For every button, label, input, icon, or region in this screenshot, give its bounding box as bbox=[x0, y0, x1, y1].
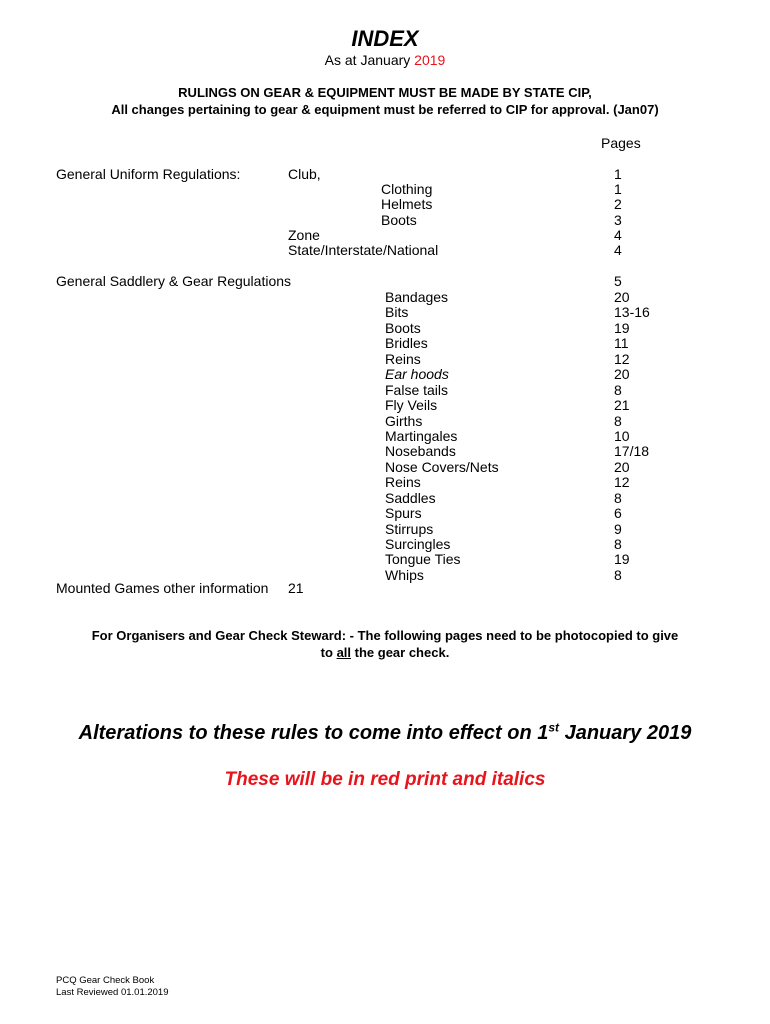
footer-review-date: Last Reviewed 01.01.2019 bbox=[56, 987, 169, 998]
club-item-page-1: 2 bbox=[614, 196, 622, 213]
pages-column-header: Pages bbox=[601, 135, 641, 151]
photocopy-note bbox=[40, 627, 730, 661]
uniform-club-items bbox=[381, 182, 432, 228]
saddlery-item-label-14: Spurs bbox=[385, 505, 422, 522]
saddlery-item-label-13: Saddles bbox=[385, 489, 436, 506]
uniform-club-page: 1 bbox=[614, 166, 622, 182]
saddlery-item-label-4: Reins bbox=[385, 350, 421, 367]
saddlery-item-label-1: Bits bbox=[385, 304, 409, 321]
as-at-prefix: As at January bbox=[324, 52, 415, 68]
saddlery-item-label-18: Whips bbox=[385, 566, 424, 583]
saddlery-item-page-1: 13-16 bbox=[614, 304, 650, 321]
saddlery-item-page-18: 8 bbox=[614, 566, 622, 583]
saddlery-item-page-12: 12 bbox=[614, 474, 630, 491]
saddlery-item-label-17: Tongue Ties bbox=[385, 551, 461, 568]
uniform-club-label: Club, bbox=[288, 166, 321, 182]
rulings-line-1: RULINGS ON GEAR & EQUIPMENT MUST BE MADE BY STATE CIP, bbox=[178, 85, 592, 100]
saddlery-item-label-5: Ear hoods bbox=[385, 366, 449, 383]
saddlery-item-page-9: 10 bbox=[614, 427, 630, 444]
saddlery-item-label-11: Nose Covers/Nets bbox=[385, 458, 499, 475]
saddlery-item-label-6: False tails bbox=[385, 381, 449, 398]
saddlery-item-label-9: Martingales bbox=[385, 427, 458, 444]
as-at-year: 2019 bbox=[414, 52, 446, 68]
photocopy-note-line-2 bbox=[40, 644, 730, 661]
club-item-label-2: Boots bbox=[381, 211, 417, 228]
saddlery-item-page-5: 20 bbox=[614, 366, 630, 383]
club-item-page-2: 3 bbox=[614, 211, 622, 228]
page-title: INDEX bbox=[351, 26, 419, 51]
saddlery-item-page-13: 8 bbox=[614, 489, 622, 506]
saddlery-section-label: General Saddlery & Gear Regulations bbox=[56, 273, 292, 289]
club-item-label-1: Helmets bbox=[381, 196, 433, 213]
saddlery-item-page-7: 21 bbox=[614, 397, 630, 414]
saddlery-section-page: 5 bbox=[614, 273, 622, 289]
saddlery-items bbox=[385, 290, 499, 583]
photocopy-note-line-1: For Organisers and Gear Check Steward: - The following pages need to be photocopied to give bbox=[91, 628, 679, 643]
saddlery-item-label-8: Girths bbox=[385, 412, 423, 429]
rulings-notice bbox=[0, 84, 770, 118]
alterations-superscript: st bbox=[548, 720, 560, 735]
red-print-notice: These will be in red print and italics bbox=[224, 769, 546, 790]
note-prefix: to bbox=[320, 645, 337, 660]
saddlery-item-label-7: Fly Veils bbox=[385, 397, 438, 414]
saddlery-item-label-12: Reins bbox=[385, 474, 421, 491]
saddlery-item-page-11: 20 bbox=[614, 458, 630, 475]
saddlery-item-label-16: Surcingles bbox=[385, 536, 451, 552]
saddlery-item-label-2: Boots bbox=[385, 319, 421, 336]
club-item-page-0: 1 bbox=[614, 181, 622, 197]
mounted-games-page: 21 bbox=[288, 580, 304, 596]
alterations-suffix: January 2019 bbox=[559, 722, 692, 744]
footer-book-title: PCQ Gear Check Book bbox=[56, 975, 155, 986]
saddlery-item-page-6: 8 bbox=[614, 381, 622, 398]
saddlery-item-page-2: 19 bbox=[614, 319, 630, 336]
uniform-state-page: 4 bbox=[614, 242, 622, 258]
saddlery-item-page-8: 8 bbox=[614, 412, 622, 429]
rulings-line-2: All changes pertaining to gear & equipment must be referred to CIP for approval. (Jan07) bbox=[111, 102, 659, 117]
saddlery-item-page-15: 9 bbox=[614, 520, 622, 537]
saddlery-item-label-15: Stirrups bbox=[385, 520, 434, 537]
alterations-prefix: Alterations to these rules to come into effect on 1 bbox=[78, 722, 549, 744]
saddlery-item-page-14: 6 bbox=[614, 505, 622, 522]
uniform-state-label: State/Interstate/National bbox=[288, 242, 439, 258]
note-suffix: the gear check. bbox=[351, 645, 450, 660]
saddlery-pages bbox=[614, 290, 650, 583]
saddlery-item-page-16: 8 bbox=[614, 536, 622, 552]
saddlery-item-label-0: Bandages bbox=[385, 289, 449, 305]
mounted-games-label: Mounted Games other information bbox=[56, 580, 269, 596]
alterations-heading bbox=[0, 722, 770, 745]
as-at-date bbox=[0, 52, 770, 68]
uniform-zone-page: 4 bbox=[614, 227, 622, 243]
uniform-section-label: General Uniform Regulations: bbox=[56, 166, 241, 182]
note-underlined-all: all bbox=[336, 645, 352, 660]
saddlery-item-page-17: 19 bbox=[614, 551, 630, 568]
uniform-club-pages bbox=[614, 182, 622, 228]
saddlery-item-label-3: Bridles bbox=[385, 335, 428, 352]
club-item-label-0: Clothing bbox=[381, 181, 433, 197]
saddlery-item-page-3: 11 bbox=[614, 335, 629, 352]
uniform-zone-label: Zone bbox=[288, 227, 320, 243]
saddlery-item-page-4: 12 bbox=[614, 350, 630, 367]
page-footer bbox=[56, 975, 169, 999]
saddlery-item-page-10: 17/18 bbox=[614, 443, 650, 460]
saddlery-item-page-0: 20 bbox=[614, 289, 630, 305]
saddlery-item-label-10: Nosebands bbox=[385, 443, 456, 460]
